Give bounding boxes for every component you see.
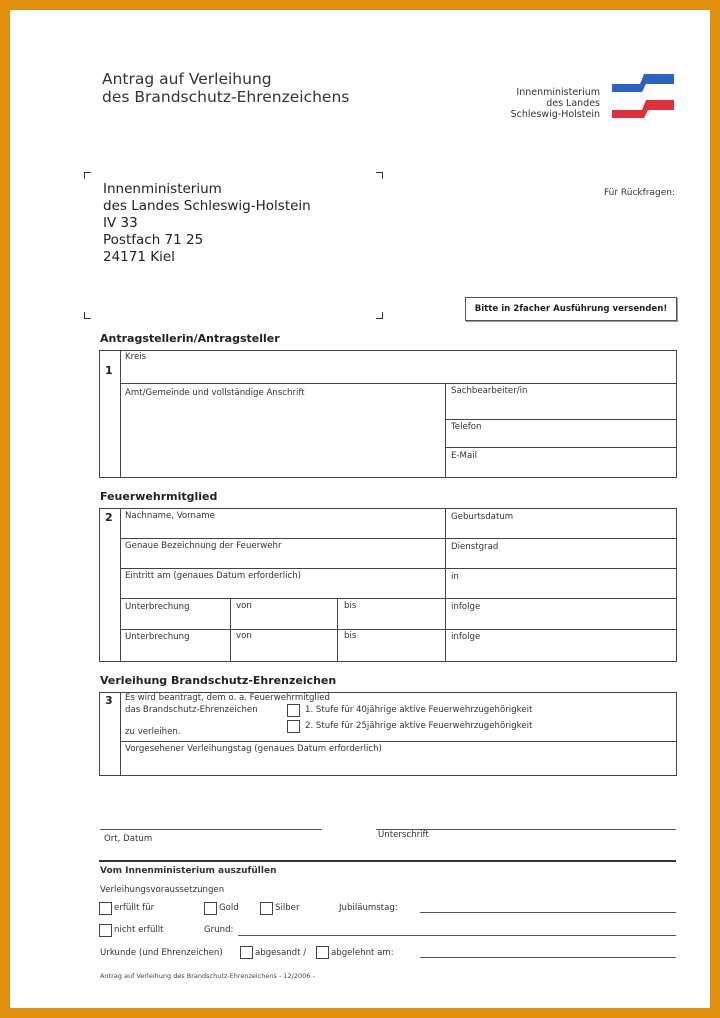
kreis-field[interactable]: Kreis — [125, 352, 147, 362]
address-corner-br — [376, 312, 383, 319]
stufe-2-label: 2. Stufe für 25jährige aktive Feuerwehrzugehörigkeit — [305, 721, 533, 731]
address-line-5: 24171 Kiel — [103, 249, 175, 265]
section-3-number: 3 — [105, 694, 113, 707]
section-3-title: Verleihung Brandschutz-Ehrenzeichen — [100, 674, 337, 687]
voraussetzungen-label: Verleihungsvoraussetzungen — [100, 885, 225, 895]
geburtsdatum-field[interactable]: Geburtsdatum — [451, 512, 514, 522]
ministry-line-1: Innenministerium — [516, 87, 600, 98]
gold-label: Gold — [219, 903, 239, 913]
jubilaeum-label: Jubiläumstag: — [339, 903, 398, 913]
address-corner-bl — [84, 312, 91, 319]
ministry-logo-icon — [608, 70, 678, 122]
unterbrechung-1-von-field[interactable]: von — [236, 601, 252, 611]
silber-label: Silber — [275, 903, 300, 913]
address-line-3: IV 33 — [103, 215, 138, 231]
sachbearbeiter-field[interactable]: Sachbearbeiter/in — [451, 386, 528, 396]
address-line-4: Postfach 71 25 — [103, 232, 204, 248]
verleihungstag-field[interactable]: Vorgesehener Verleihungstag (genaues Datum erforderlich) — [125, 744, 382, 754]
unterbrechung-2-infolge-field[interactable]: infolge — [451, 632, 481, 642]
section-1-number-divider — [120, 350, 121, 477]
ort-datum-line[interactable] — [100, 829, 322, 830]
feuerwehr-field[interactable]: Genaue Bezeichnung der Feuerwehr — [125, 541, 282, 551]
dienstgrad-field[interactable]: Dienstgrad — [451, 542, 499, 552]
address-corner-tr — [376, 172, 383, 179]
logo-red-stripe — [612, 100, 674, 118]
nicht-erfuellt-label: nicht erfüllt — [114, 925, 164, 935]
section-2-row-divider-3 — [120, 598, 676, 599]
eintritt-field[interactable]: Eintritt am (genaues Datum erforderlich) — [125, 571, 302, 581]
unterbrechung-2-bis-field[interactable]: bis — [344, 631, 357, 641]
ministry-line-3: Schleswig-Holstein — [510, 109, 600, 120]
unterbrechung-2-von-field[interactable]: von — [236, 631, 252, 641]
recipient-address — [103, 181, 311, 266]
email-field[interactable]: E-Mail — [451, 451, 477, 461]
section-3-row-divider — [120, 741, 676, 742]
gold-checkbox[interactable] — [204, 902, 217, 915]
section-1-contact-divider-2 — [445, 447, 676, 448]
title-line-2: des Brandschutz-Ehrenzeichens — [102, 88, 350, 106]
section-1-row-divider — [120, 383, 676, 384]
form-title — [102, 70, 349, 106]
grund-label: Grund: — [204, 925, 234, 935]
eintritt-in-field[interactable]: in — [451, 572, 459, 582]
address-corner-tl — [84, 172, 91, 179]
section-1-col-divider — [445, 383, 446, 477]
ministry-line-2: des Landes — [546, 98, 600, 109]
section-2-title: Feuerwehrmitglied — [100, 490, 218, 503]
notice-box: Bitte in 2facher Ausführung versenden! — [465, 297, 677, 321]
name-field[interactable]: Nachname, Vorname — [125, 511, 215, 521]
abgesandt-label: abgesandt / — [255, 948, 307, 958]
section-2-number-divider — [120, 508, 121, 661]
address-line-1: Innenministerium — [103, 181, 222, 197]
jubilaeum-line[interactable] — [420, 912, 676, 913]
nicht-erfuellt-checkbox[interactable] — [99, 924, 112, 937]
section-2-number: 2 — [105, 511, 113, 524]
abgelehnt-label: abgelehnt am: — [331, 948, 394, 958]
grund-line[interactable] — [238, 935, 676, 936]
unterbrechung-1-infolge-field[interactable]: infolge — [451, 602, 481, 612]
rueckfragen-label: Für Rückfragen: — [603, 188, 675, 198]
ministry-name — [470, 87, 600, 120]
address-line-2: des Landes Schleswig-Holstein — [103, 198, 311, 214]
stufe-1-label: 1. Stufe für 40jährige aktive Feuerwehrzugehörigkeit — [305, 705, 533, 715]
title-line-1: Antrag auf Verleihung — [102, 70, 272, 88]
erfuellt-checkbox[interactable] — [99, 902, 112, 915]
antrag-text-3: zu verleihen. — [125, 727, 181, 737]
page-footer: Antrag auf Verleihung des Brandschutz-Ehrenzeichens - 12/2006 - — [100, 972, 315, 980]
antrag-text-1: Es wird beantragt, dem o. a. Feuerwehrmitglied — [125, 693, 330, 703]
section-2-row-divider-4 — [120, 629, 676, 630]
unterschrift-label: Unterschrift — [378, 830, 429, 840]
section-2-von-divider — [230, 598, 231, 661]
abgesandt-checkbox[interactable] — [240, 946, 253, 959]
urkunde-label: Urkunde (und Ehrenzeichen) — [100, 948, 223, 958]
section-2-col-divider — [445, 508, 446, 661]
abgelehnt-checkbox[interactable] — [316, 946, 329, 959]
erfuellt-label: erfüllt für — [114, 903, 155, 913]
section-1-number: 1 — [105, 364, 113, 377]
stufe-2-checkbox[interactable] — [287, 720, 300, 733]
telefon-field[interactable]: Telefon — [451, 422, 482, 432]
ort-datum-label: Ort, Datum — [104, 834, 153, 844]
unterbrechung-1-field[interactable]: Unterbrechung — [125, 602, 190, 612]
antrag-text-2: das Brandschutz-Ehrenzeichen — [125, 705, 258, 715]
urkunde-datum-line[interactable] — [420, 957, 676, 958]
section-2-row-divider-1 — [120, 538, 676, 539]
stufe-1-checkbox[interactable] — [287, 704, 300, 717]
section-2-bis-divider — [337, 598, 338, 661]
section-3-number-divider — [120, 692, 121, 775]
anschrift-field[interactable]: Amt/Gemeinde und vollständige Anschrift — [125, 388, 305, 398]
section-1-title: Antragstellerin/Antragsteller — [100, 332, 280, 345]
section-1-box — [99, 350, 677, 478]
silber-checkbox[interactable] — [260, 902, 273, 915]
unterbrechung-2-field[interactable]: Unterbrechung — [125, 632, 190, 642]
logo-blue-stripe — [612, 74, 674, 92]
ministry-section-divider — [99, 860, 676, 862]
section-1-contact-divider-1 — [445, 419, 676, 420]
section-2-row-divider-2 — [120, 568, 676, 569]
unterbrechung-1-bis-field[interactable]: bis — [344, 601, 357, 611]
ministry-section-title: Vom Innenministerium auszufüllen — [100, 866, 277, 876]
